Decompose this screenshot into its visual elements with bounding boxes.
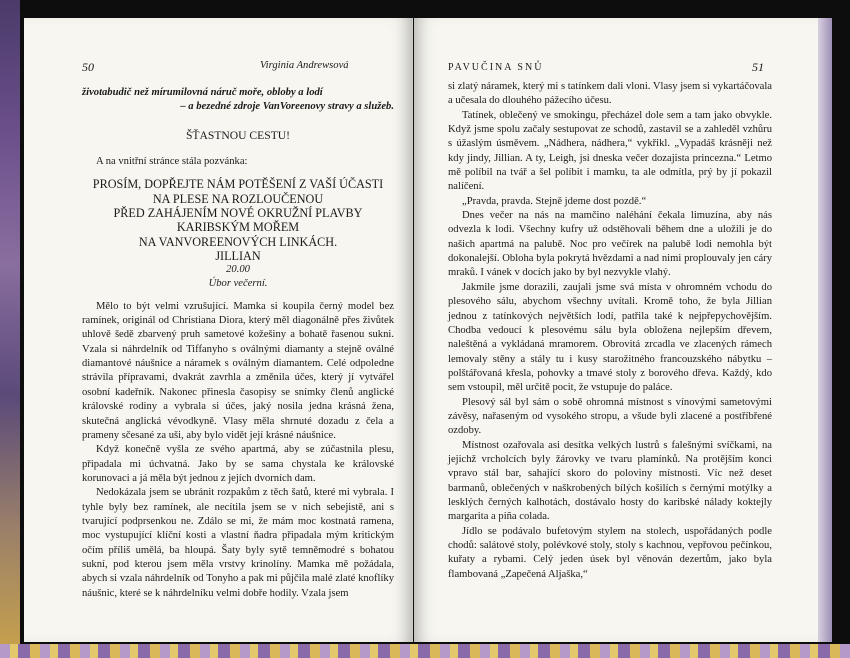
left-page <box>24 18 413 642</box>
closing-line-2: – a bezedné zdroje VanVoreenovy stravy a služeb. <box>180 101 394 113</box>
paragraph: Jídlo se podávalo bufetovým stylem na stolech, uspořádaných podle chodů: salátové stoly, polévkové stoly, stoly s kachnou, vepřovou pečínkou, kuřaty a rybami. Celý jeden úsek byl věnován dezertům, jako byla flambovaná „Zapečená Aljaška,“ <box>448 525 772 580</box>
paragraph: Plesový sál byl sám o sobě ohromná místnost s vínovými sametovými závěsy, nařaseným od vysokého stropu, a všude byli zlacené a postříbřené ozdoby. <box>448 396 772 437</box>
closing-line-1: životabudič než mírumilovná náruč moře, obloby a lodí <box>82 87 323 98</box>
paragraph: si zlatý náramek, který mi s tatínkem dali vloni. Vlasy jsem si vykartáčovala a učesala do dlouhého pážecího účesu. <box>448 81 773 107</box>
invitation-line: PROSÍM, DOPŘEJTE NÁM POTĚŠENÍ Z VAŠÍ ÚČASTI <box>92 177 384 192</box>
paragraph: Tatínek, oblečený ve smokingu, přecházel dole sem a tam jako obvykle. Když jsme spolu začaly sestupovat ze schodů, zastavil se a zahleděl vzhůru s úžaslým úsměvem. „Nádhera, nádhera,“ vykřikl. „Vypadáš krásněji než kdy jindy, Jillian. A ty, Leigh, jsi dneska večer dozajista princezna.“ Letmo mě políbil na tvář a šel políbit i mamku, ta ale odmítla, prý by jí pokazil nalíčení. <box>448 109 772 193</box>
invitation-line: KARIBSKÝM MOŘEM <box>176 220 300 235</box>
invitation-time: 20.00 <box>226 264 250 276</box>
paragraph: Místnost ozařovala asi desítka velkých lustrů s falešnými svíčkami, na jejichž vrcholcích byly žárovky ve tvaru plamínků. Na protějším konci vpravo stál bar, sahající skoro do poloviny místnosti. Víc než deset barmanů, oblečených v naškrobených bílých košilích s černými motýlky a lesklých černých kalhotách, dostávalo hosty do karibské nálady koktejly margarita a piña colada. <box>448 439 772 523</box>
paragraph: Když konečně vyšla ze svého apartmá, aby se zúčastnila plesu, připadala mi úchvatná. Jako by se sama chystala ke královské korunovaci a já měla být jednou z jejích dvorních dam. <box>82 444 394 484</box>
book-edge-left <box>0 0 20 658</box>
invitation-line: JILLIAN <box>215 248 261 263</box>
left-page-number: 50 <box>82 60 94 74</box>
right-page <box>414 18 818 642</box>
invitation-intro: A na vnitřní stránce stála pozvánka: <box>96 156 248 168</box>
left-page-body <box>82 86 394 601</box>
left-running-head: Virginia Andrewsová <box>260 60 349 71</box>
invitation-dress: Úbor večerní. <box>208 278 268 290</box>
paragraph: Jakmile jsme dorazili, zaujali jsme svá místa v ohromném vchodu do plesového sálu, abychom všechny uvítali. Kromě toho, že byla Jillian jednou z tatínkových největších lodí, patřila také k nejpřepychovějším. Chodba vedoucí k plesovému sálu byla obložena nejlepším dřevem, naleštěná a vykládaná mramorem. Obrovitá zrcadla ve zlacených rámech lemovaly stěny a stály tu i kusy starožitného francouzského nábytku – polštářovaná křesla, pohovky a tmavé stoly z borového dřeva. Každý, kdo sem vstoupil, měl určitě pocit, že vstupuje do paláce. <box>448 281 772 394</box>
right-running-head: PAVUČINA SNŮ <box>448 62 544 73</box>
farewell-line: ŠŤASTNOU CESTU! <box>185 128 291 142</box>
book-edge-bottom <box>0 644 850 658</box>
right-page-body <box>448 80 772 582</box>
right-page-number: 51 <box>752 60 764 74</box>
paragraph: „Pravda, pravda. Stejně jdeme dost pozdě.“ <box>462 195 647 207</box>
paragraph: Dnes večer na nás na mamčino naléhání čekala limuzína, aby nás odvezla k lodi. Všechny kufry už odstěhovali během dne a uložili je do našich apartmá na palubě. Noc pro večírek na palubě lodi nemohla být dokonalejší. Obloha byla pokrytá hvězdami a nad nimi proplouvaly jen cáry mraků. I vánek v docích jako by byl nezvykle vlahý. <box>448 210 772 279</box>
invitation-line: PŘED ZAHÁJENÍM NOVÉ OKRUŽNÍ PLAVBY <box>113 205 363 220</box>
invitation-line: NA VANVOREENOVÝCH LINKÁCH. <box>138 234 338 249</box>
book-edge-right <box>818 18 832 642</box>
paragraph: Nedokázala jsem se ubránit rozpakům z těch šatů, které mi vybrala. I tyhle byly bez ramínek, ale necítila jsem se v nich sebejistě, ani s tvarující podprsenkou ne. Zdálo se mi, že mám moc kostnatá ramena, moc vystupující klíční kosti a vlastní ňadra připadala mým kritickým očím příliš umělá, ba hloupá. Šaty byly sytě temněmodré s bohatou sukní, pod kterou jsem měla vrstvy krinolíny. Mamka mě požádala, abych si vzala náhrdelník od Tonyho a pak mi půjčila malé zlaté knoflíky náušnic, které se k náhrdelníku velmi dobře hodily. Vzala jsem <box>82 487 394 599</box>
invitation-block <box>82 177 394 291</box>
invitation-line: NA PLESE NA ROZLOUČENOU <box>152 191 324 206</box>
paragraph: Mělo to být velmi vzrušující. Mamka si koupila černý model bez ramínek, originál od Christiana Diora, který měl diagonálně přes živůtek uhlově šedě zbarvený pruh sametové kožešiny a bohatě řasenou sukni. Vzala si náhrdelník od Tiffanyho s oválnými diamanty a stejně oválné diamantové náušnice a náramek s oválným diamantem. Celé odpoledne strávila přípravami, dvakrát zavrhla a změnila účes, který jí vytvářel osobní kadeřník. Nakonec přinesla časopisy se snímky členů anglické královské rodiny a vybrala si účes, jaký nosila jedna krásná žena, skutečná anglická vévodkyně. Vlasy měla shrnuté dozadu z čela a prameny sčesané za uši, aby bylo vidět její krásné náušnice. <box>82 300 394 441</box>
